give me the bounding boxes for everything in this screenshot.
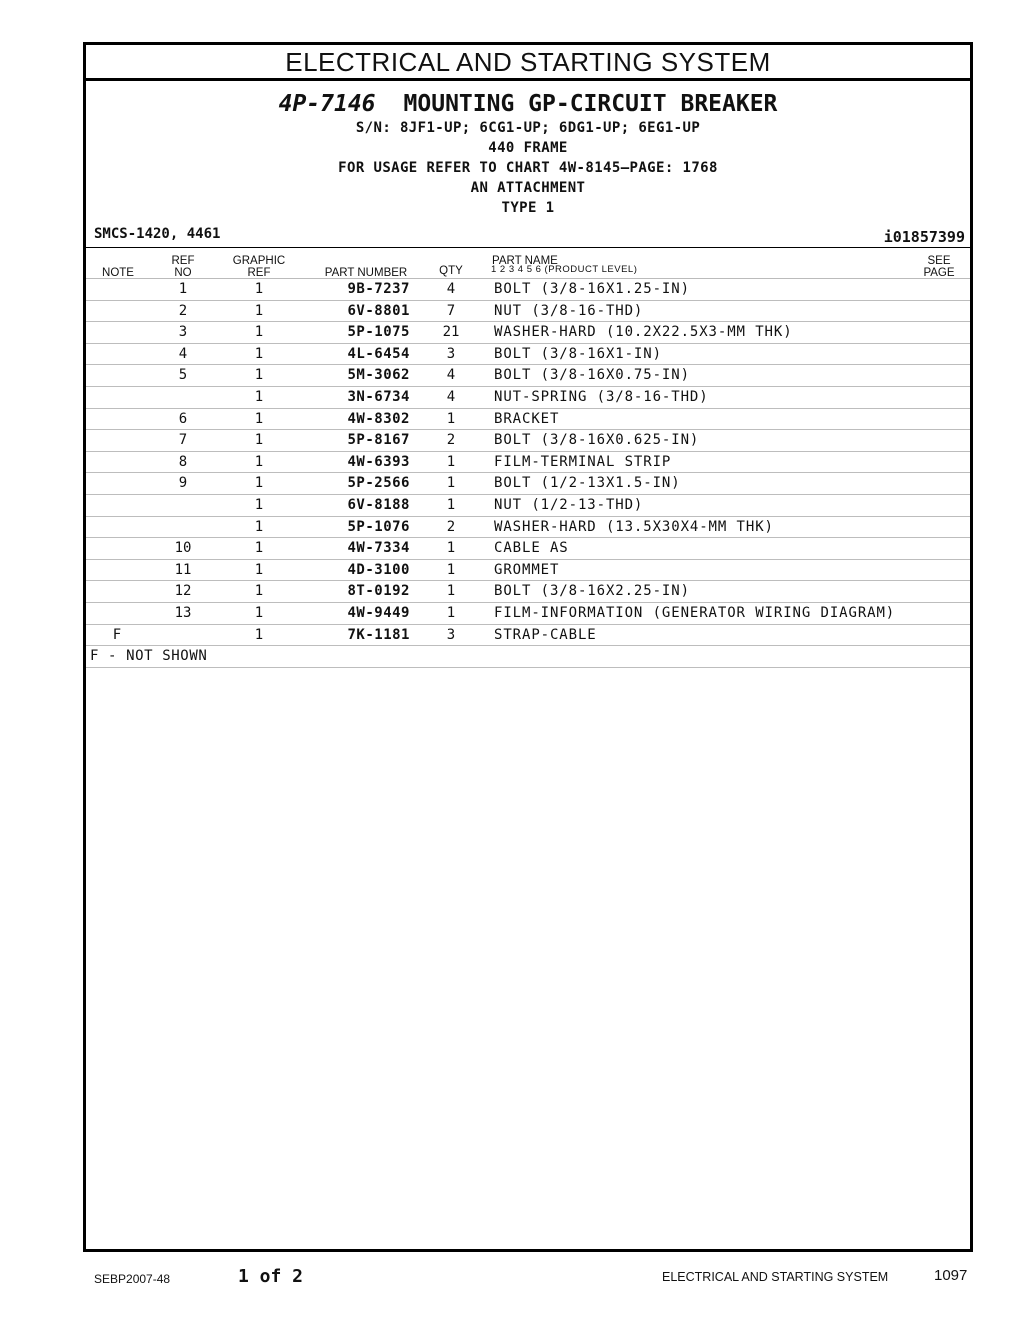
- qty-cell: 2: [446, 518, 456, 535]
- part-name-cell: BOLT (3/8-16X0.75-IN): [494, 367, 690, 384]
- qty-cell: 1: [446, 475, 456, 492]
- group-header: [86, 81, 970, 218]
- part-number-cell: 5M-3062: [347, 367, 410, 384]
- graphic-ref-cell: 1: [254, 626, 264, 643]
- ref-no-cell: 5: [178, 367, 188, 384]
- part-name-cell: FILM-TERMINAL STRIP: [494, 453, 672, 470]
- qty-cell: 2: [446, 432, 456, 449]
- footer-page-number: 1097: [934, 1267, 968, 1284]
- part-number-cell: 4W-8302: [347, 410, 410, 427]
- graphic-ref-cell: 1: [254, 604, 264, 621]
- qty-cell: 21: [442, 324, 460, 341]
- ref-no-cell: 4: [178, 345, 188, 362]
- graphic-ref-cell: 1: [254, 518, 264, 535]
- part-name-cell: WASHER-HARD (10.2X22.5X3-MM THK): [494, 324, 793, 341]
- qty-cell: 4: [446, 388, 456, 405]
- part-number-cell: 6V-8188: [347, 496, 410, 513]
- qty-cell: 1: [446, 561, 456, 578]
- footnote-row: [86, 646, 970, 668]
- graphic-ref-cell: 1: [254, 496, 264, 513]
- table-row: [86, 430, 970, 452]
- parts-table: [86, 278, 970, 668]
- col-header-note: NOTE: [102, 267, 134, 279]
- part-name-cell: BRACKET: [494, 410, 560, 427]
- footer-page-of: 1 of 2: [238, 1266, 304, 1287]
- smcs-code: SMCS-1420, 4461: [94, 226, 221, 242]
- note-cell: F: [112, 626, 122, 643]
- part-name-cell: NUT (3/8-16-THD): [494, 302, 644, 319]
- ref-no-cell: 11: [174, 561, 192, 578]
- part-name-cell: BOLT (3/8-16X1.25-IN): [494, 281, 690, 297]
- table-row: [86, 473, 970, 495]
- qty-cell: 3: [446, 626, 456, 643]
- col-header-see-page: SEE PAGE: [923, 255, 955, 279]
- ref-no-cell: 13: [174, 604, 192, 621]
- part-number-cell: 7K-1181: [347, 626, 410, 643]
- part-name-cell: GROMMET: [494, 561, 560, 578]
- ref-no-cell: 8: [178, 453, 188, 470]
- qty-cell: 1: [446, 496, 456, 513]
- part-name-cell: BOLT (3/8-16X1-IN): [494, 345, 662, 362]
- table-row: [86, 538, 970, 560]
- table-row: [86, 322, 970, 344]
- ref-no-cell: 6: [178, 410, 188, 427]
- part-name-cell: WASHER-HARD (13.5X30X4-MM THK): [494, 518, 774, 535]
- serial-numbers: S/N: 8JF1-UP; 6CG1-UP; 6DG1-UP; 6EG1-UP: [355, 120, 701, 136]
- qty-cell: 1: [446, 540, 456, 557]
- graphic-ref-cell: 1: [254, 345, 264, 362]
- ref-no-cell: 12: [174, 583, 192, 600]
- ref-no-cell: 1: [178, 281, 188, 297]
- col-header-product-level: 1 2 3 4 5 6 (PRODUCT LEVEL): [491, 264, 638, 275]
- table-row: [86, 344, 970, 366]
- part-number-cell: 9B-7237: [347, 281, 410, 297]
- part-name-cell: BOLT (1/2-13X1.5-IN): [494, 475, 681, 492]
- part-number-cell: 5P-2566: [347, 475, 410, 492]
- part-number-cell: 5P-8167: [347, 432, 410, 449]
- graphic-ref-cell: 1: [254, 583, 264, 600]
- illustration-id: i01857399: [883, 228, 965, 246]
- group-part-number: 4P-7146: [278, 91, 376, 117]
- graphic-ref-cell: 1: [254, 302, 264, 319]
- ref-no-cell: 7: [178, 432, 188, 449]
- ref-no-cell: 2: [178, 302, 188, 319]
- section-title: ELECTRICAL AND STARTING SYSTEM: [86, 45, 970, 81]
- table-row: [86, 452, 970, 474]
- col-header-qty: QTY: [439, 265, 463, 277]
- qty-cell: 1: [446, 410, 456, 427]
- table-row: [86, 581, 970, 603]
- graphic-ref-cell: 1: [254, 410, 264, 427]
- qty-cell: 1: [446, 604, 456, 621]
- graphic-ref-cell: 1: [254, 453, 264, 470]
- group-title: MOUNTING GP-CIRCUIT BREAKER: [403, 91, 778, 117]
- graphic-ref-cell: 1: [254, 324, 264, 341]
- table-row: [86, 365, 970, 387]
- part-name-cell: BOLT (3/8-16X0.625-IN): [494, 432, 700, 449]
- attachment-note: AN ATTACHMENT: [470, 180, 586, 196]
- part-name-cell: NUT (1/2-13-THD): [494, 496, 644, 513]
- group-title-line: [86, 90, 970, 118]
- graphic-ref-cell: 1: [254, 281, 264, 297]
- table-row: [86, 387, 970, 409]
- part-number-cell: 3N-6734: [347, 388, 410, 405]
- table-row: [86, 603, 970, 625]
- col-header-part-name: PART NAME: [492, 255, 558, 267]
- part-number-cell: 4D-3100: [347, 561, 410, 578]
- usage-reference: FOR USAGE REFER TO CHART 4W-8145—PAGE: 1768: [338, 160, 718, 176]
- part-number-cell: 4W-9449: [347, 604, 410, 621]
- qty-cell: 4: [446, 367, 456, 384]
- part-name-cell: STRAP-CABLE: [494, 626, 597, 643]
- part-number-cell: 5P-1076: [347, 518, 410, 535]
- qty-cell: 7: [446, 302, 456, 319]
- table-row: [86, 301, 970, 323]
- footer-section-title: ELECTRICAL AND STARTING SYSTEM: [662, 1270, 889, 1284]
- graphic-ref-cell: 1: [254, 432, 264, 449]
- part-number-cell: 4W-6393: [347, 453, 410, 470]
- footer-doc-id: SEBP2007-48: [94, 1272, 171, 1286]
- graphic-ref-cell: 1: [254, 540, 264, 557]
- ref-no-cell: 10: [174, 540, 192, 557]
- qty-cell: 3: [446, 345, 456, 362]
- part-name-cell: NUT-SPRING (3/8-16-THD): [494, 388, 709, 405]
- parts-page-frame: [83, 42, 973, 1252]
- frame-size: 440 FRAME: [488, 140, 568, 156]
- graphic-ref-cell: 1: [254, 367, 264, 384]
- part-number-cell: 5P-1075: [347, 324, 410, 341]
- qty-cell: 4: [446, 281, 456, 297]
- part-number-cell: 4W-7334: [347, 540, 410, 557]
- table-row: [86, 517, 970, 539]
- part-number-cell: 8T-0192: [347, 583, 410, 600]
- header-divider: [86, 247, 970, 248]
- col-header-ref-no: REF NO: [171, 255, 195, 279]
- ref-no-cell: 9: [178, 475, 188, 492]
- graphic-ref-cell: 1: [254, 561, 264, 578]
- table-row: [86, 560, 970, 582]
- table-row: [86, 495, 970, 517]
- graphic-ref-cell: 1: [254, 388, 264, 405]
- graphic-ref-cell: 1: [254, 475, 264, 492]
- part-name-cell: FILM-INFORMATION (GENERATOR WIRING DIAGRAM): [494, 604, 896, 621]
- part-number-cell: 6V-8801: [347, 302, 410, 319]
- table-row: [86, 409, 970, 431]
- part-name-cell: BOLT (3/8-16X2.25-IN): [494, 583, 690, 600]
- part-number-cell: 4L-6454: [347, 345, 410, 362]
- qty-cell: 1: [446, 453, 456, 470]
- table-row: [86, 625, 970, 647]
- qty-cell: 1: [446, 583, 456, 600]
- footnote-text: F - NOT SHOWN: [90, 648, 208, 665]
- col-header-graphic-ref: GRAPHIC REF: [232, 255, 286, 279]
- part-name-cell: CABLE AS: [494, 540, 569, 557]
- table-row: [86, 279, 970, 301]
- ref-no-cell: 3: [178, 324, 188, 341]
- type-note: TYPE 1: [501, 200, 555, 216]
- col-header-part-number: PART NUMBER: [324, 267, 408, 279]
